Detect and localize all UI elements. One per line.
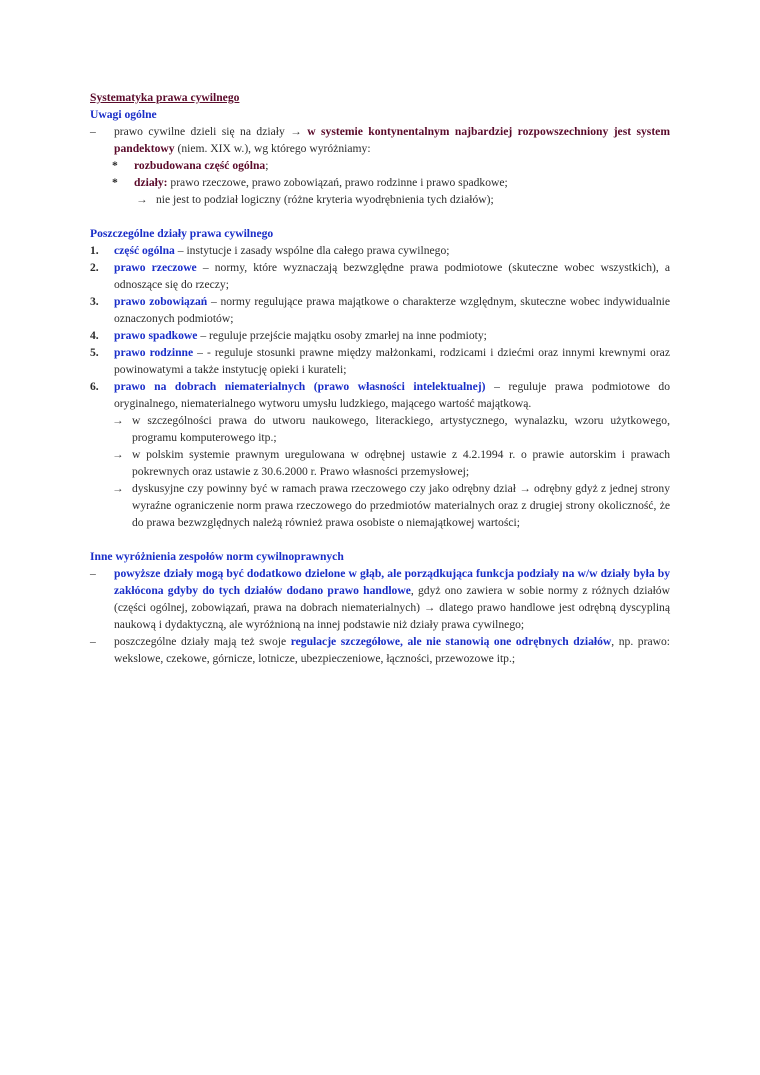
numbered-item: [90, 293, 670, 327]
text: – reguluje przejście majątku osoby zmarłej na inne podmioty;: [197, 329, 487, 342]
numbered-item: [90, 327, 670, 344]
emphasis-text: regulacje szczegółowe, ale nie stanowią one odrębnych działów: [290, 635, 612, 648]
text: prawo rzeczowe, prawo zobowiązań, prawo rodzinne i prawo spadkowe;: [167, 176, 508, 189]
list-item: [90, 633, 670, 667]
list-item: [90, 191, 670, 208]
text: prawo cywilne dzieli się na działy →: [114, 125, 308, 138]
text: nie jest to podział logiczny (różne kryteria wyodrębnienia tych działów);: [156, 193, 494, 206]
number-marker: 5.: [90, 346, 99, 359]
arrow-bullet: →: [112, 482, 124, 495]
text: ;: [265, 159, 269, 172]
text: – - reguluje stosunki prawne między małżonkami, rodzicami i dziećmi oraz innymi krewnymi oraz powinowatymi a także instytucję opieki i kurateli;: [114, 346, 670, 376]
text: – normy, które wyznaczają bezwzględne prawa podmiotowe (skuteczne wobec wszystkich), a odnoszące się do rzeczy;: [114, 261, 670, 291]
list-item: [90, 157, 670, 174]
number-marker: 2.: [90, 261, 99, 274]
text: – reguluje prawa podmiotowe do oryginalnego, niematerialnego wytworu umysłu ludzkiego, mającego wartość majątkową.: [114, 380, 670, 410]
star-bullet: *: [112, 176, 118, 189]
page-title: Systematyka prawa cywilnego: [90, 91, 240, 104]
number-marker: 4.: [90, 329, 99, 342]
emphasis-text: w systemie kontynentalnym najbardziej rozpowszechniony jest system pandektowy: [114, 125, 670, 155]
emphasis-text: rozbudowana część ogólna: [134, 159, 266, 172]
dash-bullet: –: [90, 567, 96, 580]
dash-bullet: –: [90, 635, 96, 648]
arrow-bullet: →: [112, 448, 124, 461]
text: poszczególne działy mają też swoje: [114, 635, 291, 648]
list-item: [90, 412, 670, 446]
number-marker: 1.: [90, 244, 99, 257]
numbered-item: [90, 242, 670, 259]
number-marker: 3.: [90, 295, 99, 308]
emphasis-text: powyższe działy mogą być dodatkowo dzielone w głąb, ale porządkująca funkcja podziały na w/w działy była by zakłócona gdyby do tych działów dodano prawo handlowe: [114, 567, 670, 597]
text: dyskusyjne czy powinny być w ramach prawa rzeczowego czy jako odrębny dział → odrębny gdyż z jednej strony wyraźne ograniczenie norm prawa rzeczowego do przedmiotów materialnych oraz z drugiej strony okoliczność, że do prawa bezwzględnych należą również prawa osobiste o niemajątkowej wartości;: [132, 482, 670, 529]
term: część ogólna: [114, 244, 175, 257]
number-marker: 6.: [90, 380, 99, 393]
list-item: [90, 565, 670, 633]
term: prawo spadkowe: [114, 329, 198, 342]
term: prawo zobowiązań: [114, 295, 208, 308]
text: , np. prawo: wekslowe, czekowe, górnicze, lotnicze, ubezpieczeniowe, łączności, przewozowe itp.;: [114, 635, 670, 665]
emphasis-text: działy:: [134, 176, 168, 189]
dash-bullet: –: [90, 125, 96, 138]
text: – normy regulujące prawa majątkowe o charakterze względnym, skuteczne wobec indywidualnie oznaczonych podmiotów;: [114, 295, 670, 325]
numbered-item: [90, 259, 670, 293]
section-heading-general: Uwagi ogólne: [90, 108, 157, 121]
term: prawo na dobrach niematerialnych (prawo własności intelektualnej): [114, 380, 486, 393]
star-bullet: *: [112, 159, 118, 172]
term: prawo rzeczowe: [114, 261, 197, 274]
list-item: [90, 480, 670, 531]
list-item: [90, 123, 670, 157]
arrow-bullet: →: [136, 193, 148, 206]
text: (niem. XIX w.), wg którego wyróżniamy:: [174, 142, 371, 155]
numbered-item: [90, 378, 670, 412]
section-heading-branches: Poszczególne działy prawa cywilnego: [90, 227, 274, 240]
term: prawo rodzinne: [114, 346, 194, 359]
section-heading-other: Inne wyróżnienia zespołów norm cywilnoprawnych: [90, 550, 344, 563]
arrow-bullet: →: [112, 414, 124, 427]
text: , gdyż ono zawiera w sobie normy z różnych działów (części ogólnej, zobowiązań, prawa na dobrach niematerialnych) → dlatego prawo handlowe jest odrębną dyscypliną naukową i dydaktyczną, ale wyróżnioną na innej podstawie niż działy prawa cywilnego;: [114, 584, 670, 631]
list-item: [90, 446, 670, 480]
numbered-item: [90, 344, 670, 378]
list-item: [90, 174, 670, 191]
text: – instytucje i zasady wspólne dla całego prawa cywilnego;: [174, 244, 450, 257]
text: w szczególności prawa do utworu naukowego, literackiego, artystycznego, wynalazku, wzoru użytkowego, programu komputerowego itp.;: [132, 414, 670, 444]
text: w polskim systemie prawnym uregulowana w odrębnej ustawie z 4.2.1994 r. o prawie autorskim i prawach pokrewnych oraz ustawie z 30.6.2000 r. Prawo własności przemysłowej;: [132, 448, 670, 478]
document-page: [90, 89, 670, 667]
